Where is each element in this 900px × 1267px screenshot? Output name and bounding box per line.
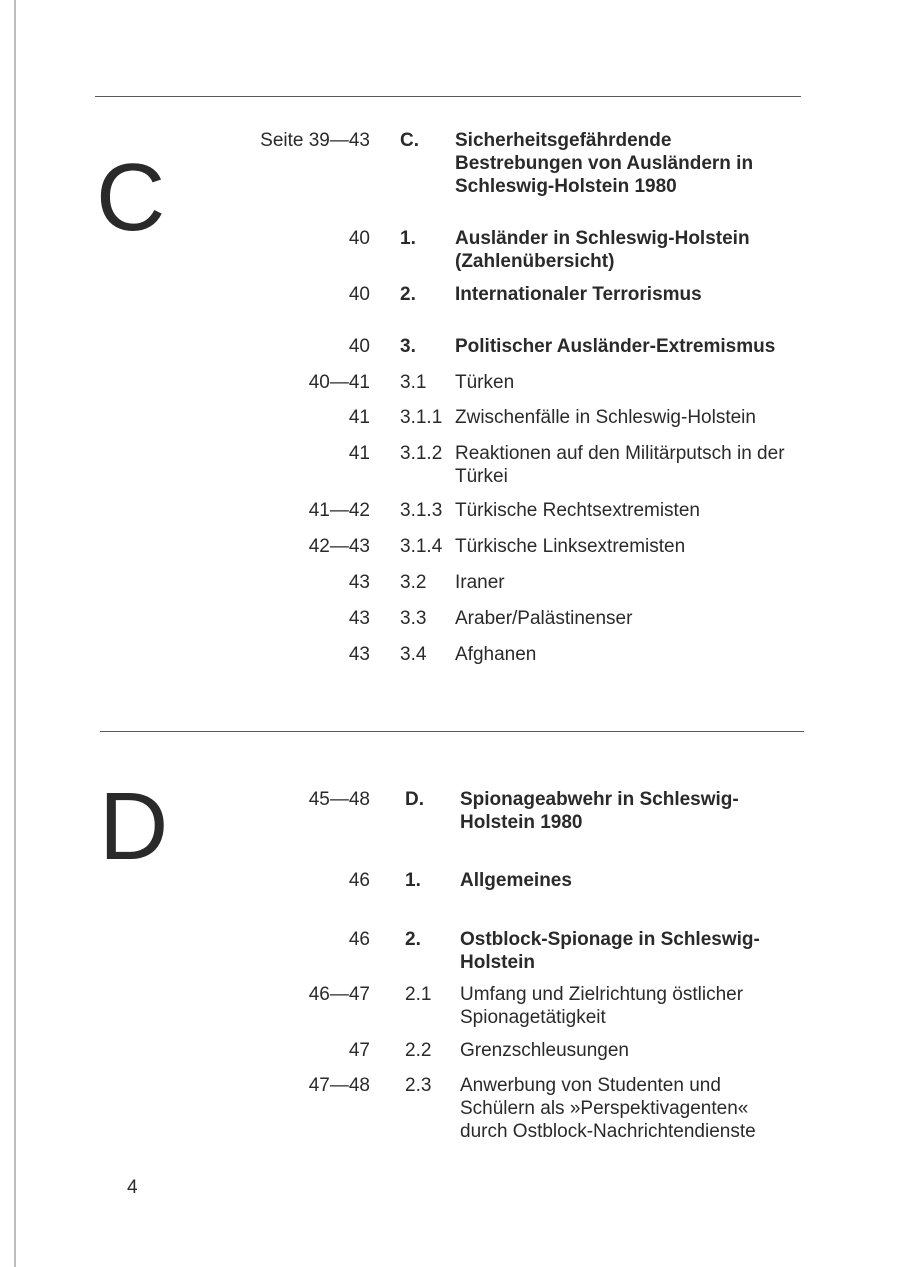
entry-number: D.	[405, 789, 424, 810]
entry-title: Sicherheitsgefährdende Bestrebungen von Ausländern in Schleswig-Holstein 1980	[455, 130, 754, 197]
entry-page: 40—41	[308, 372, 370, 393]
entry-number: 2.3	[405, 1075, 432, 1096]
entry-title: Spionageabwehr in Schleswig-Holstein 1980	[460, 789, 739, 833]
entry-title: Internationaler Terrorismus	[455, 284, 702, 305]
entry-page: 40	[348, 284, 370, 305]
entry-page: 43	[348, 608, 370, 629]
entry-page: 43	[348, 644, 370, 665]
entry-number: 2.	[405, 929, 421, 950]
entry-number: 3.1.3	[400, 500, 443, 521]
entry-title: Ausländer in Schleswig-Holstein (Zahlenübersicht)	[455, 228, 750, 272]
entry-number: 2.	[400, 284, 416, 305]
entry-title: Iraner	[455, 572, 505, 593]
entry-page: 47	[348, 1040, 370, 1061]
entry-number: 1.	[400, 228, 416, 249]
entry-page: 46	[348, 929, 370, 950]
entry-title: Zwischenfälle in Schleswig-Holstein	[455, 407, 756, 428]
entry-page: 41	[348, 407, 370, 428]
entry-page: 45—48	[308, 789, 370, 810]
entry-number: 1.	[405, 870, 421, 891]
entry-number: 3.2	[400, 572, 427, 593]
entry-page: 43	[348, 572, 370, 593]
entry-number: 3.3	[400, 608, 427, 629]
entry-title: Ostblock-Spionage in Schleswig-Holstein	[460, 929, 760, 973]
entry-page: 47—48	[308, 1075, 370, 1096]
section-c-letter: C	[96, 144, 166, 251]
entry-number: 3.1.2	[400, 443, 443, 464]
entry-title: Reaktionen auf den Militärputsch in der Türkei	[455, 443, 785, 487]
entry-number: 3.	[400, 336, 416, 357]
entry-title: Türkische Rechtsextremisten	[455, 500, 700, 521]
entry-page: 41—42	[308, 500, 370, 521]
section-c-rule	[95, 96, 801, 97]
entry-page: 40	[348, 336, 370, 357]
entry-number: 2.1	[405, 984, 432, 1005]
entry-page: 40	[348, 228, 370, 249]
entry-title: Allgemeines	[460, 870, 572, 891]
section-d-letter: D	[99, 773, 169, 880]
entry-number: 3.1.4	[400, 536, 443, 557]
entry-title: Anwerbung von Studenten und Schülern als »Perspektivagenten« durch Ostblock-Nachrichtendienste	[460, 1075, 756, 1142]
entry-number: 2.2	[405, 1040, 432, 1061]
section-d-rule	[100, 731, 804, 732]
entry-title: Araber/Palästinenser	[455, 608, 633, 629]
entry-number: C.	[400, 130, 419, 151]
entry-title: Türken	[455, 372, 515, 393]
entry-number: 3.1	[400, 372, 427, 393]
entry-title: Türkische Linksextremisten	[455, 536, 686, 557]
entry-title: Umfang und Zielrichtung östlicher Spionagetätigkeit	[460, 984, 744, 1028]
entry-number: 3.1.1	[400, 407, 443, 428]
entry-page: 41	[348, 443, 370, 464]
left-page-edge	[14, 0, 16, 1267]
entry-page: 42—43	[308, 536, 370, 557]
entry-page: 46—47	[308, 984, 370, 1005]
entry-page: Seite 39—43	[260, 130, 370, 151]
entry-title: Politischer Ausländer-Extremismus	[455, 336, 776, 357]
entry-title: Afghanen	[455, 644, 537, 665]
entry-number: 3.4	[400, 644, 427, 665]
entry-title: Grenzschleusungen	[460, 1040, 629, 1061]
page-number: 4	[127, 1177, 138, 1198]
entry-page: 46	[348, 870, 370, 891]
